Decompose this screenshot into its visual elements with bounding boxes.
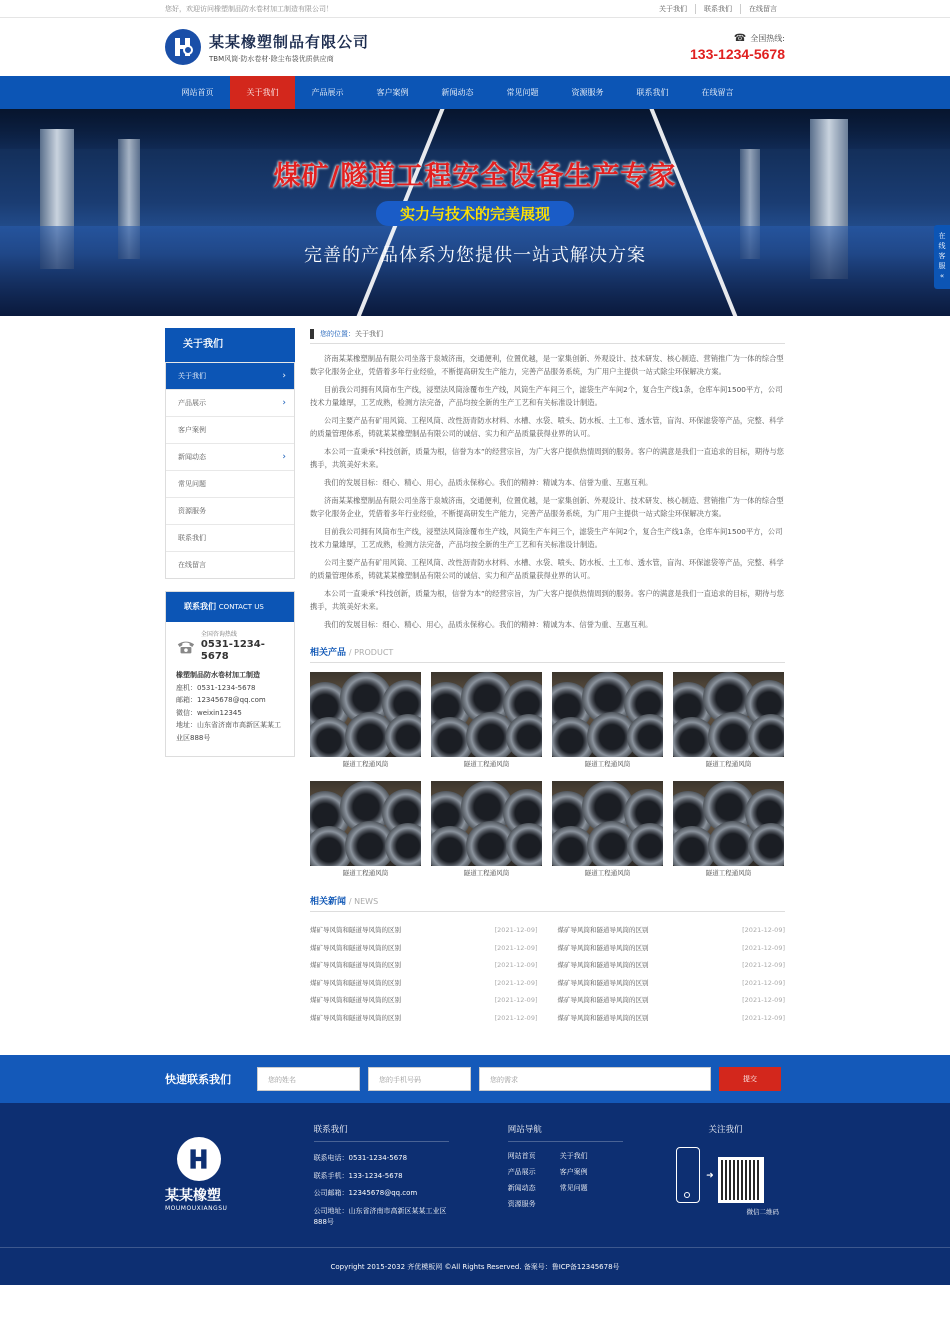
chevron-right-icon: › (282, 452, 286, 462)
nav-item-4[interactable]: 新闻动态 (441, 88, 474, 97)
news-date: [2021-12-09] (742, 926, 785, 934)
product-card[interactable] (673, 672, 784, 771)
product-image (673, 781, 784, 866)
product-card[interactable] (552, 781, 663, 880)
news-item[interactable] (558, 940, 786, 958)
name-input[interactable]: 您的姓名 (257, 1067, 360, 1091)
news-title-link[interactable]: 煤矿导风筒和隧道导风筒的区别 (557, 961, 649, 969)
phone-icon: ☎ (733, 32, 747, 44)
product-card[interactable] (431, 672, 542, 771)
product-card[interactable] (431, 781, 542, 880)
nav-item-3[interactable]: 客户案例 (376, 88, 409, 97)
news-title: 相关新闻 (310, 897, 347, 907)
news-date: [2021-12-09] (742, 1013, 785, 1022)
arrow-right-icon: ➜ (706, 1171, 714, 1181)
hotline (690, 33, 785, 62)
sidebar-item-label: 客户案例 (178, 426, 206, 434)
product-card[interactable] (552, 672, 663, 771)
product-image (431, 781, 542, 866)
needs-input[interactable]: 您的需求 (479, 1067, 711, 1091)
news-date: [2021-12-09] (494, 996, 538, 1004)
sidebar-item-label: 资源服务 (178, 507, 206, 515)
news-date: [2021-12-09] (494, 978, 538, 987)
news-date: [2021-12-09] (742, 943, 785, 952)
contact-address: 地址：山东省济南市高新区某某工业区888号 (176, 721, 281, 742)
contact-title: 联系我们 (184, 602, 216, 611)
footer-logo-name: 某某橡塑 (165, 1188, 221, 1204)
article-paragraph: 我们的发展目标：细心、精心、用心，品质永保称心。我们的精神：精诚为本、信誉为重、互惠互利。 (324, 620, 653, 629)
product-caption: 隧道工程通风筒 (342, 760, 389, 768)
news-title-link[interactable]: 煤矿导风筒和隧道导风筒的区别 (310, 961, 401, 969)
footer-address: 公司地址：山东省济南市高新区某某工业区888号 (313, 1206, 447, 1226)
product-image (552, 781, 663, 866)
nav-item-1[interactable]: 关于我们 (230, 76, 295, 109)
top-bar (0, 0, 950, 18)
double-chevron-icon: « (939, 272, 945, 280)
products-section-title (310, 645, 785, 663)
mobile-phone-icon (676, 1147, 700, 1203)
news-date: [2021-12-09] (494, 961, 538, 969)
product-image (310, 781, 421, 866)
main-area (165, 316, 785, 1027)
sidebar-item-label: 联系我们 (178, 534, 206, 542)
footer-tel: 联系电话：0531-1234-5678 (313, 1154, 408, 1162)
hotline-number: 133-1234-5678 (690, 45, 785, 62)
breadcrumb-current[interactable]: 关于我们 (355, 329, 383, 338)
product-caption: 隧道工程通风筒 (584, 760, 631, 768)
news-date: [2021-12-09] (494, 926, 538, 934)
nav-item-2[interactable]: 产品展示 (311, 88, 344, 97)
product-caption: 隧道工程通风筒 (584, 869, 631, 877)
wechat-qr-code (718, 1157, 764, 1203)
footer-nav (508, 1123, 676, 1247)
news-item[interactable] (558, 992, 786, 1010)
news-item[interactable] (310, 975, 538, 993)
contact-hot-label: 全国咨询热线 (200, 631, 237, 638)
product-caption: 隧道工程通风筒 (463, 760, 510, 768)
footer-logo-en: MOUMOUXIANGSU (165, 1205, 228, 1212)
article-body (310, 344, 785, 631)
news-title-link[interactable]: 煤矿导风筒和隧道导风筒的区别 (557, 978, 649, 987)
footer-nav-item-5[interactable]: 常见问题 (559, 1184, 588, 1192)
news-title-link[interactable]: 煤矿导风筒和隧道导风筒的区别 (310, 978, 401, 987)
product-caption: 隧道工程通风筒 (705, 869, 752, 877)
top-link-contact[interactable]: 联系我们 (695, 4, 740, 14)
product-caption: 隧道工程通风筒 (463, 869, 510, 877)
sidebar-item-6[interactable] (166, 524, 294, 551)
chevron-right-icon: › (282, 398, 286, 408)
article-paragraph: 目前我公司拥有风筒布生产线，浸塑法风筒涂覆布生产线，风筒生产车间三个，滤袋生产车间2个，复合生产线1条，仓库车间1500平方，公司技术力量雄厚，工艺成熟，检测方法完备，产品均按全新的生产工艺和有关标准设计制造。 (310, 527, 783, 549)
company-slogan: TBM风筒·防水卷材·除尘布袋优质供应商 (209, 54, 334, 63)
news-title-link[interactable]: 煤矿导风筒和隧道导风筒的区别 (310, 943, 401, 952)
sidebar-item-7[interactable] (166, 551, 294, 578)
sidebar (165, 324, 295, 1027)
news-item[interactable] (558, 922, 786, 940)
news-title-link[interactable]: 煤矿导风筒和隧道导风筒的区别 (557, 926, 649, 934)
copyright: Copyright 2015-2032 齐优模板网 ©All Rights Reserved. 备案号：鲁ICP备12345678号 (0, 1247, 950, 1285)
news-date: [2021-12-09] (742, 996, 785, 1004)
article-paragraph: 公司主要产品有矿用风筒、工程风筒、改性沥青防水材料、水槽、水袋、喷头、防水板、土工布、透水管，盲沟、环保滤袋等产品，完整、科学的质量管理体系，铸就某某橡塑制品有限公司的诚信、实力和产品质量获得业界的认可。 (310, 558, 784, 580)
sidebar-menu (165, 362, 295, 579)
nav-item-6[interactable]: 资源服务 (571, 88, 604, 97)
article-paragraph: 目前我公司拥有风筒布生产线，浸塑法风筒涂覆布生产线，风筒生产车间三个，滤袋生产车间2个，复合生产线1条，仓库车间1500平方，公司技术力量雄厚，工艺成熟，检测方法完备，产品均按全新的生产工艺和有关标准设计制造。 (310, 385, 783, 407)
logo[interactable] (165, 29, 369, 65)
breadcrumb-label: 您的位置： (320, 329, 355, 338)
chevron-right-icon: › (282, 371, 286, 381)
news-item[interactable] (310, 992, 538, 1010)
product-grid (310, 672, 785, 880)
welcome-text: 您好，欢迎访问橡塑制品防水卷材加工制造有限公司！ (165, 5, 333, 13)
news-section-title (310, 894, 785, 912)
contact-phone: 座机：0531-1234-5678 (176, 683, 256, 692)
sidebar-item-label: 产品展示 (178, 399, 206, 407)
banner-title: 煤矿/隧道工程安全设备生产专家 (273, 161, 677, 192)
product-card[interactable] (310, 672, 421, 771)
news-list (310, 922, 785, 1027)
nav-item-8[interactable]: 在线留言 (701, 88, 734, 97)
top-link-message[interactable]: 在线留言 (740, 4, 785, 14)
phone-input[interactable]: 您的手机号码 (368, 1067, 471, 1091)
article-paragraph: 本公司一直秉承“科技创新，质量为根，信誉为本”的经营宗旨，为广大客户提供热情周到的服务。客户的满意是我们一直追求的目标，期待与您携手，共筑美好未来。 (310, 447, 784, 469)
hero-banner (0, 109, 950, 316)
news-item[interactable] (310, 1010, 538, 1028)
breadcrumb (310, 324, 785, 344)
product-caption: 隧道工程通风筒 (342, 869, 389, 877)
sidebar-item-label: 关于我们 (178, 372, 206, 380)
logo-icon (165, 29, 201, 65)
products-title-en: / PRODUCT (348, 648, 394, 657)
company-name: 某某橡塑制品有限公司 (209, 32, 370, 51)
news-item[interactable] (558, 1010, 786, 1028)
article-paragraph: 公司主要产品有矿用风筒、工程风筒、改性沥青防水材料、水槽、水袋、喷头、防水板、土工布、透水管，盲沟、环保滤袋等产品，完整、科学的质量管理体系，铸就某某橡塑制品有限公司的诚信、实力和产品质量获得业界的认可。 (310, 416, 784, 438)
quick-contact-label: 快速联系我们 (165, 1073, 231, 1086)
footer-follow (676, 1123, 785, 1247)
submit-button[interactable]: 提交 (719, 1067, 781, 1091)
hotline-label: 全国热线: (750, 33, 785, 43)
article-paragraph: 本公司一直秉承“科技创新，质量为根，信誉为本”的经营宗旨，为广大客户提供热情周到的服务。客户的满意是我们一直追求的目标，期待与您携手，共筑美好未来。 (310, 589, 784, 611)
news-item[interactable] (558, 957, 786, 975)
sidebar-item-label: 新闻动态 (178, 453, 206, 461)
product-image (673, 672, 784, 757)
product-card[interactable] (673, 781, 784, 880)
sidebar-contact (165, 591, 295, 757)
news-title-link[interactable]: 煤矿导风筒和隧道导风筒的区别 (310, 1013, 401, 1022)
telephone-icon (176, 639, 196, 655)
nav-item-7[interactable]: 联系我们 (636, 88, 669, 97)
news-title-link[interactable]: 煤矿导风筒和隧道导风筒的区别 (557, 996, 649, 1004)
header (0, 18, 950, 76)
news-item[interactable] (310, 922, 538, 940)
news-date: [2021-12-09] (742, 978, 785, 987)
news-date: [2021-12-09] (494, 1013, 538, 1022)
article-paragraph: 我们的发展目标：细心、精心、用心，品质永保称心。我们的精神：精诚为本、信誉为重、互惠互利。 (324, 478, 653, 487)
footer (0, 1103, 950, 1285)
footer-contact-title: 联系我们 (314, 1123, 449, 1142)
news-item[interactable] (558, 975, 786, 993)
footer-nav-item-6[interactable]: 资源服务 (507, 1200, 536, 1208)
news-title-link[interactable]: 煤矿导风筒和隧道导风筒的区别 (310, 996, 401, 1004)
online-service-label: 在线客服 (938, 232, 946, 270)
online-service-tab[interactable] (934, 225, 950, 289)
footer-nav-item-0[interactable]: 网站首页 (507, 1152, 536, 1160)
nav-item-0[interactable]: 网站首页 (181, 88, 214, 97)
news-date: [2021-12-09] (494, 943, 538, 952)
contact-wechat: 微信：weixin12345 (176, 708, 242, 717)
news-title-link[interactable]: 煤矿导风筒和隧道导风筒的区别 (557, 1013, 649, 1022)
footer-logo[interactable] (165, 1123, 314, 1247)
banner-tagline: 完善的产品体系为您提供一站式解决方案 (304, 245, 646, 266)
contact-company: 橡塑制品防水卷材加工制造 (176, 671, 260, 679)
top-link-about[interactable]: 关于我们 (659, 5, 687, 13)
footer-follow-title: 关注我们 (708, 1125, 743, 1135)
content (310, 324, 785, 1027)
sidebar-item-2[interactable] (166, 416, 294, 443)
product-caption: 隧道工程通风筒 (705, 760, 752, 768)
sidebar-item-0[interactable] (166, 362, 294, 389)
footer-email: 公司邮箱：12345678@qq.com (313, 1189, 418, 1197)
product-image (310, 672, 421, 757)
sidebar-item-1[interactable] (166, 389, 294, 416)
nav-item-5[interactable]: 常见问题 (506, 88, 539, 97)
news-title-link[interactable]: 煤矿导风筒和隧道导风筒的区别 (310, 926, 401, 934)
footer-nav-item-3[interactable]: 客户案例 (559, 1168, 588, 1176)
product-image (431, 672, 542, 757)
sidebar-item-5[interactable] (166, 497, 294, 524)
footer-nav-item-1[interactable]: 关于我们 (559, 1152, 588, 1160)
product-image (552, 672, 663, 757)
footer-mobile: 联系手机：133-1234-5678 (313, 1171, 403, 1180)
qr-caption: 微信二维码 (746, 1208, 780, 1216)
sidebar-item-4[interactable] (166, 470, 294, 497)
news-title-en: / NEWS (348, 897, 379, 906)
footer-contact (314, 1123, 508, 1247)
contact-hot-number: 0531-1234-5678 (200, 639, 265, 662)
news-title-link[interactable]: 煤矿导风筒和隧道导风筒的区别 (557, 943, 649, 952)
main-nav (0, 76, 950, 109)
quick-contact-bar (0, 1055, 950, 1103)
banner-subtitle: 实力与技术的完美展现 (376, 201, 574, 226)
article-paragraph: 济南某某橡塑制品有限公司坐落于泉城济南，交通便利，位置优越，是一家集创新、外观设计、技术研发、核心制造、营销推广为一体的综合型数字化服务企业，凭借着多年行业经验，不断提高研发生产能力，完善产品服务系统，为广用户主提供一站式除尘环保解决方案。 (310, 496, 784, 518)
footer-nav-title: 网站导航 (508, 1123, 623, 1142)
products-title: 相关产品 (310, 648, 347, 658)
news-date: [2021-12-09] (742, 961, 785, 969)
top-links (651, 4, 785, 14)
contact-title-en: CONTACT US (218, 603, 264, 611)
news-item[interactable] (310, 940, 538, 958)
product-card[interactable] (310, 781, 421, 880)
news-item[interactable] (310, 957, 538, 975)
footer-nav-item-2[interactable]: 产品展示 (507, 1168, 536, 1176)
article-paragraph: 济南某某橡塑制品有限公司坐落于泉城济南，交通便利，位置优越，是一家集创新、外观设计、技术研发、核心制造、营销推广为一体的综合型数字化服务企业，凭借着多年行业经验，不断提高研发生产能力，完善产品服务系统，为广用户主提供一站式除尘环保解决方案。 (310, 354, 784, 376)
sidebar-item-label: 常见问题 (178, 480, 206, 488)
footer-nav-item-4[interactable]: 新闻动态 (507, 1184, 536, 1192)
sidebar-item-label: 在线留言 (178, 561, 206, 569)
sidebar-item-3[interactable] (166, 443, 294, 470)
sidebar-title: 关于我们 (165, 328, 295, 362)
contact-email: 邮箱：12345678@qq.com (176, 696, 266, 704)
footer-logo-icon (177, 1137, 221, 1181)
